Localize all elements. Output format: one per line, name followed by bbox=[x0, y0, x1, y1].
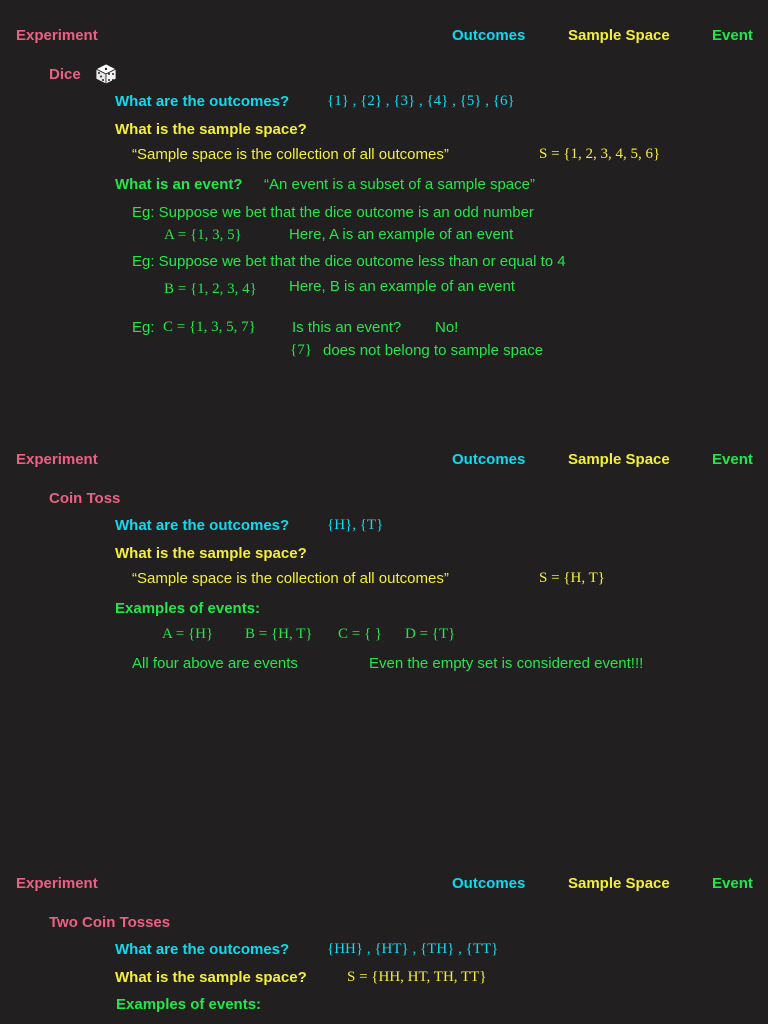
question-sample-space: What is the sample space? bbox=[115, 969, 307, 986]
header-event: Event bbox=[712, 27, 753, 44]
sample-space-definition: “Sample space is the collection of all outcomes” bbox=[132, 570, 449, 587]
example-3-set: C = {1, 3, 5, 7} bbox=[163, 319, 256, 335]
example-1-set: A = {1, 3, 5} bbox=[164, 227, 242, 243]
event-c: C = { } bbox=[338, 626, 383, 642]
header-event: Event bbox=[712, 451, 753, 468]
dice-icon bbox=[95, 63, 117, 85]
empty-set-note: Even the empty set is considered event!!! bbox=[369, 655, 644, 672]
question-outcomes: What are the outcomes? bbox=[115, 517, 290, 534]
outcomes-set: {1} , {2} , {3} , {4} , {5} , {6} bbox=[327, 93, 515, 109]
sample-space-definition: “Sample space is the collection of all outcomes” bbox=[132, 146, 449, 163]
event-definition: “An event is a subset of a sample space” bbox=[264, 176, 535, 193]
events-note: All four above are events bbox=[132, 655, 298, 672]
event-a: A = {H} bbox=[162, 626, 214, 642]
example-3-set-seven: {7} bbox=[290, 342, 312, 358]
example-2-note: Here, B is an example of an event bbox=[289, 278, 515, 295]
experiment-title: Dice bbox=[49, 66, 81, 83]
example-3-answer: No! bbox=[435, 319, 459, 336]
question-outcomes: What are the outcomes? bbox=[115, 93, 290, 110]
header-sample-space: Sample Space bbox=[568, 27, 670, 44]
question-sample-space: What is the sample space? bbox=[115, 121, 307, 138]
sample-space-set: S = {1, 2, 3, 4, 5, 6} bbox=[539, 146, 661, 162]
examples-heading: Examples of events: bbox=[116, 996, 262, 1013]
header-experiment: Experiment bbox=[16, 451, 98, 468]
example-1-text: Eg: Suppose we bet that the dice outcome is an odd number bbox=[132, 204, 534, 221]
experiment-title: Two Coin Tosses bbox=[49, 914, 171, 931]
example-2-text: Eg: Suppose we bet that the dice outcome less than or equal to 4 bbox=[132, 253, 566, 270]
header-outcomes: Outcomes bbox=[452, 27, 526, 44]
event-b: B = {H, T} bbox=[245, 626, 313, 642]
event-d: D = {T} bbox=[405, 626, 456, 642]
outcomes-set: {HH} , {HT} , {TH} , {TT} bbox=[327, 941, 499, 957]
sample-space-set: S = {H, T} bbox=[539, 570, 605, 586]
header-experiment: Experiment bbox=[16, 875, 98, 892]
question-event: What is an event? bbox=[115, 176, 243, 193]
question-sample-space: What is the sample space? bbox=[115, 545, 307, 562]
question-outcomes: What are the outcomes? bbox=[115, 941, 290, 958]
examples-heading: Examples of events: bbox=[115, 600, 261, 617]
outcomes-set: {H}, {T} bbox=[327, 517, 384, 533]
example-3-question: Is this an event? bbox=[292, 319, 402, 336]
header-outcomes: Outcomes bbox=[452, 451, 526, 468]
header-event: Event bbox=[712, 875, 753, 892]
example-2-set: B = {1, 2, 3, 4} bbox=[164, 281, 257, 297]
experiment-title: Coin Toss bbox=[49, 490, 121, 507]
header-sample-space: Sample Space bbox=[568, 875, 670, 892]
header-outcomes: Outcomes bbox=[452, 875, 526, 892]
header-experiment: Experiment bbox=[16, 27, 98, 44]
example-3-reason: does not belong to sample space bbox=[323, 342, 544, 359]
example-3-prefix: Eg: bbox=[132, 319, 155, 336]
sample-space-set: S = {HH, HT, TH, TT} bbox=[347, 969, 487, 985]
example-1-note: Here, A is an example of an event bbox=[289, 226, 514, 243]
header-sample-space: Sample Space bbox=[568, 451, 670, 468]
